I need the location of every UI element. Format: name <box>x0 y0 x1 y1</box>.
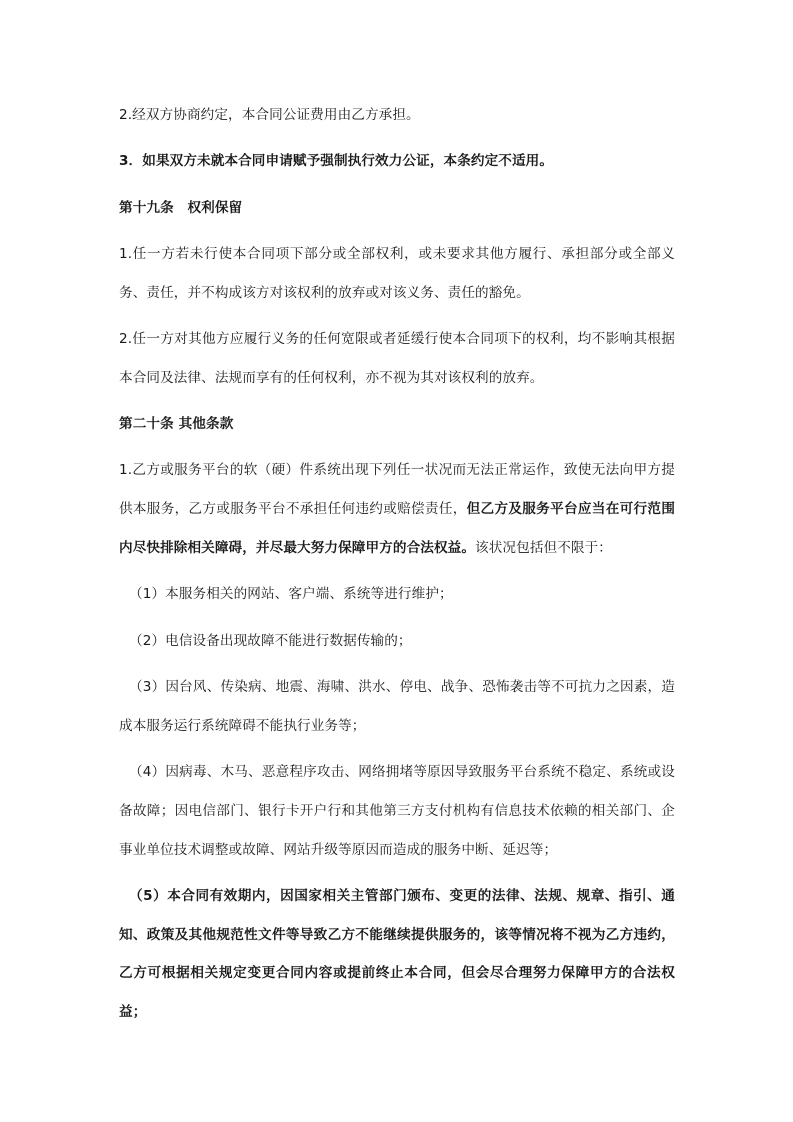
document-body <box>119 96 675 1040</box>
paragraph-clause18-item2: 2.经双方协商约定，本合同公证费用由乙方承担。 <box>119 107 420 123</box>
subitem-clause20-1: （1）本服务相关的网站、客户端、系统等进行维护； <box>129 586 453 603</box>
paragraph-clause20-item1 <box>119 451 675 567</box>
subitem-clause20-2: （2）电信设备出现故障不能进行数据传输的； <box>129 632 412 649</box>
text-run-normal-lead: 1.乙方或服务平台的软（硬）件系统出现下列任一状况而无法正常运作，致使无法向甲方提供本服务，乙方或服务平台不承担任何违约或赔偿责任， <box>119 462 675 518</box>
paragraph-clause19-item2: 2.任一方对其他方应履行义务的任何宽限或者延缓行使本合同项下的权利，均不影响其根据本合同及法律、法规而享有的任何权利，亦不视为其对该权利的放弃。 <box>119 330 675 386</box>
heading-clause-20: 第二十条 其他条款 <box>119 416 234 433</box>
subitem-clause20-5: （5）本合同有效期内，因国家相关主管部门颁布、变更的法律、法规、规章、指引、通知、政策及其他规范性文件等导致乙方不能继续提供服务的，该等情况将不视为乙方违约，乙方可根据相关规定变更合同内容或提前终止本合同，但会尽合理努力保障甲方的合法权益； <box>119 887 675 1021</box>
paragraph-clause19-item1: 1.任一方若未行使本合同项下部分或全部权利，或未要求其他方履行、承担部分或全部义务、责任，并不构成该方对该权利的放弃或对该义务、责任的豁免。 <box>119 245 675 301</box>
text-run-normal-tail: 该状况包括但不限于： <box>475 539 612 556</box>
subitem-clause20-4: （4）因病毒、木马、恶意程序攻击、网络拥堵等原因导致服务平台系统不稳定、系统或设备故障；因电信部门、银行卡开户行和其他第三方支付机构有信息技术依赖的相关部门、企事业单位技术调整或故障、网站升级等原因而造成的服务中断、延迟等； <box>119 763 675 858</box>
subitem-clause20-3: （3）因台风、传染病、地震、海啸、洪水、停电、战争、恐怖袭击等不可抗力之因素，造成本服务运行系统障碍不能执行业务等； <box>119 678 675 734</box>
heading-clause-19: 第十九条 权利保留 <box>119 199 243 216</box>
text-run-emphasis: 但乙方及服务平台应当在可行范围内尽快排除相关障碍，并尽最大努力保障甲方的合法权益。 <box>119 501 676 556</box>
paragraph-clause18-item3: 3．如果双方未就本合同申请赋予强制执行效力公证，本条约定不适用。 <box>119 153 554 170</box>
